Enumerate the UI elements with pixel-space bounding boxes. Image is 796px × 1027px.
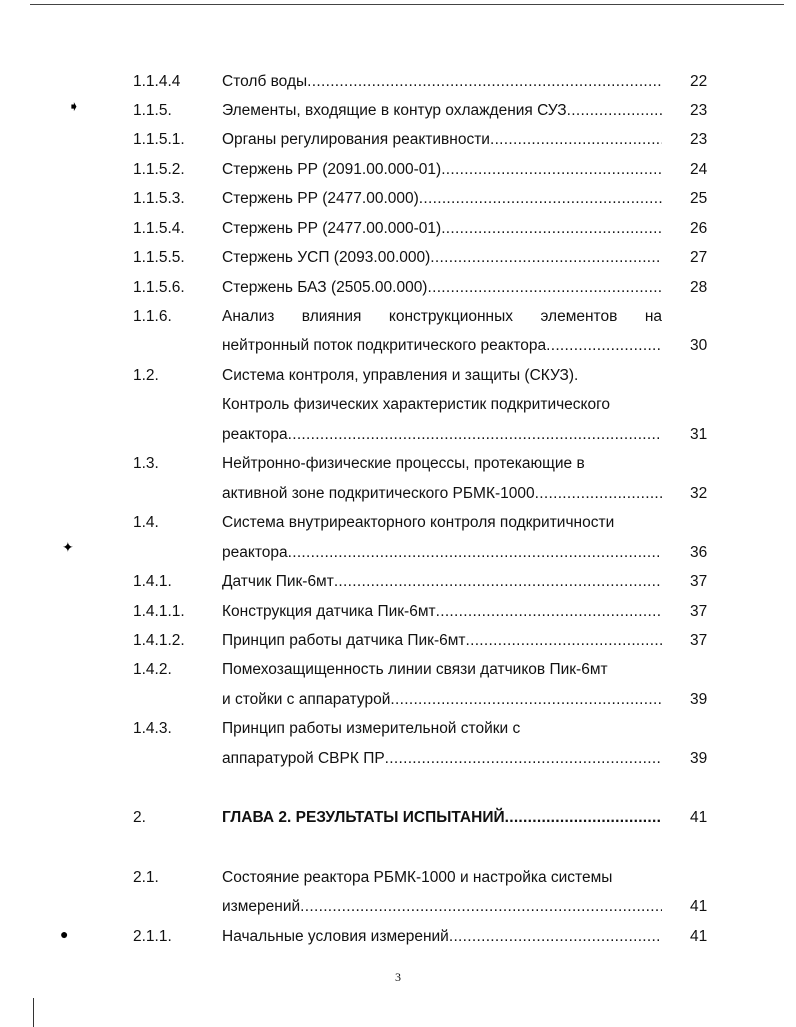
toc-entry[interactable] [0,155,796,184]
toc-entry[interactable] [0,567,796,596]
toc-entry-title: Конструкция датчика Пик-6мт ..... [222,597,662,626]
toc-entry-number: 1.3. [133,455,159,472]
toc-entry[interactable] [0,125,796,154]
toc-entry[interactable] [0,361,796,390]
toc-entry[interactable] [0,863,796,892]
toc-entry-page: 41 [690,809,708,826]
scan-mark-bullet-icon: ✦ [62,539,74,555]
toc-entry-title-line1: Нейтронно-физические процессы, протекающие в [222,455,585,472]
toc-entry-page: 30 [690,337,708,354]
toc-entry[interactable] [0,626,796,655]
toc-entry-continuation[interactable] [0,479,796,508]
toc-entry-title-line1: Система внутриреакторного контроля подкритичности [222,514,615,531]
page-number: 3 [395,970,401,984]
toc-entry-title-line1: Помехозащищенность линии связи датчиков Пик-6мт [222,661,608,678]
toc-entry-page: 22 [690,73,708,90]
toc-chapter-title: ГЛАВА 2. РЕЗУЛЬТАТЫ ИСПЫТАНИЙ ..... [222,803,662,832]
toc-entry-page: 26 [690,220,708,237]
toc-entry-number: 1.1.5.5. [133,249,185,266]
toc-entry-page: 32 [690,485,708,502]
toc-entry-continuation[interactable] [0,892,796,921]
toc-entry-page: 37 [690,603,708,620]
toc-entry-number: 1.4. [133,514,159,531]
scan-mark-arrow-icon: ➧ [68,98,80,114]
toc-entry[interactable] [0,449,796,478]
toc-entry-continuation[interactable] [0,420,796,449]
toc-entry-title-line1: Система контроля, управления и защиты (СКУЗ). [222,367,579,384]
toc-entry-title: Органы регулирования реактивности ..... [222,125,662,154]
toc-entry[interactable] [0,302,796,331]
toc-chapter-entry[interactable] [0,803,796,832]
toc-entry-page: 39 [690,750,708,767]
toc-entry-number: 1.4.2. [133,661,172,678]
toc-entry-number: 1.1.5. [133,102,172,119]
toc-entry-number: 1.4.1.2. [133,632,185,649]
toc-entry-page: 27 [690,249,708,266]
toc-entry-title-line3: реактора ..... [222,420,662,449]
toc-entry-title: Стержень БАЗ (2505.00.000) ..... [222,273,662,302]
toc-entry-title: Стержень РР (2091.00.000-01) ..... [222,155,662,184]
toc-entry-title: Стержень РР (2477.00.000-01) ..... [222,214,662,243]
toc-entry[interactable] [0,184,796,213]
toc-entry-title-line1: Принцип работы измерительной стойки с [222,720,521,737]
toc-entry[interactable] [0,922,796,951]
toc-entry-title-line2: нейтронный поток подкритического реактора ..... [222,331,662,360]
toc-entry-title-line1: Анализ влияния конструкционных элементов на [222,308,662,325]
toc-entry-title: Стержень РР (2477.00.000) ..... [222,184,662,213]
toc-entry[interactable] [0,67,796,96]
scan-edge-line [33,998,34,1027]
toc-entry-number: 1.4.3. [133,720,172,737]
toc-entry-page: 37 [690,632,708,649]
toc-entry-number: 1.1.6. [133,308,172,325]
toc-entry-continuation[interactable] [0,538,796,567]
toc-entry-title: Столб воды ..... [222,67,662,96]
toc-entry-page: 23 [690,131,708,148]
toc-entry-number: 1.4.1.1. [133,603,185,620]
toc-entry-title-line2: реактора ..... [222,538,662,567]
toc-entry-continuation[interactable] [0,331,796,360]
toc-entry-title: Элементы, входящие в контур охлаждения СУЗ ..... [222,96,662,125]
toc-entry-page: 41 [690,898,708,915]
toc-entry[interactable] [0,714,796,743]
toc-entry-title-line2: Контроль физических характеристик подкритического [222,396,611,413]
toc-entry-page: 36 [690,544,708,561]
toc-entry-number: 1.1.5.1. [133,131,185,148]
toc-entry-page: 25 [690,190,708,207]
toc-entry-number: 1.1.5.2. [133,161,185,178]
toc-entry-title-line2: измерений ..... [222,892,662,921]
toc-entry-page: 37 [690,573,708,590]
toc-entry-title-line2: активной зоне подкритического РБМК-1000 ..... [222,479,662,508]
toc-entry[interactable] [0,508,796,537]
toc-entry-page: 23 [690,102,708,119]
scan-mark-dot-icon: ● [60,926,69,942]
toc-entry-number: 2.1. [133,869,159,886]
toc-entry-title: Датчик Пик-6мт ..... [222,567,662,596]
toc-entry-page: 39 [690,691,708,708]
toc-entry-number: 1.2. [133,367,159,384]
toc-entry-title: Стержень УСП (2093.00.000) ..... [222,243,662,272]
toc-entry[interactable] [0,273,796,302]
toc-entry[interactable] [0,96,796,125]
toc-entry-page: 28 [690,279,708,296]
toc-entry-title-line2: и стойки с аппаратурой ..... [222,685,662,714]
toc-entry-page: 24 [690,161,708,178]
toc-entry-number: 1.1.5.6. [133,279,185,296]
toc-entry-page: 31 [690,426,708,443]
toc-entry-title-line1: Состояние реактора РБМК-1000 и настройка системы [222,869,613,886]
toc-entry[interactable] [0,597,796,626]
toc-entry-title: Принцип работы датчика Пик-6мт ..... [222,626,662,655]
toc-entry-number: 1.1.5.4. [133,220,185,237]
toc-entry-page: 41 [690,928,708,945]
toc-entry[interactable] [0,655,796,684]
toc-entry-number: 1.1.5.3. [133,190,185,207]
toc-entry-number: 1.4.1. [133,573,172,590]
toc-entry[interactable] [0,214,796,243]
toc-entry[interactable] [0,243,796,272]
toc-entry-number: 1.1.4.4 [133,73,181,90]
toc-entry-number: 2. [133,809,146,826]
toc-entry-continuation[interactable] [0,744,796,773]
toc-entry-title-line2: аппаратурой СВРК ПР ..... [222,744,662,773]
toc-entry-continuation[interactable] [0,685,796,714]
toc-entry-number: 2.1.1. [133,928,172,945]
toc-entry-title: Начальные условия измерений ..... [222,922,662,951]
toc-entry-continuation[interactable] [0,390,796,419]
